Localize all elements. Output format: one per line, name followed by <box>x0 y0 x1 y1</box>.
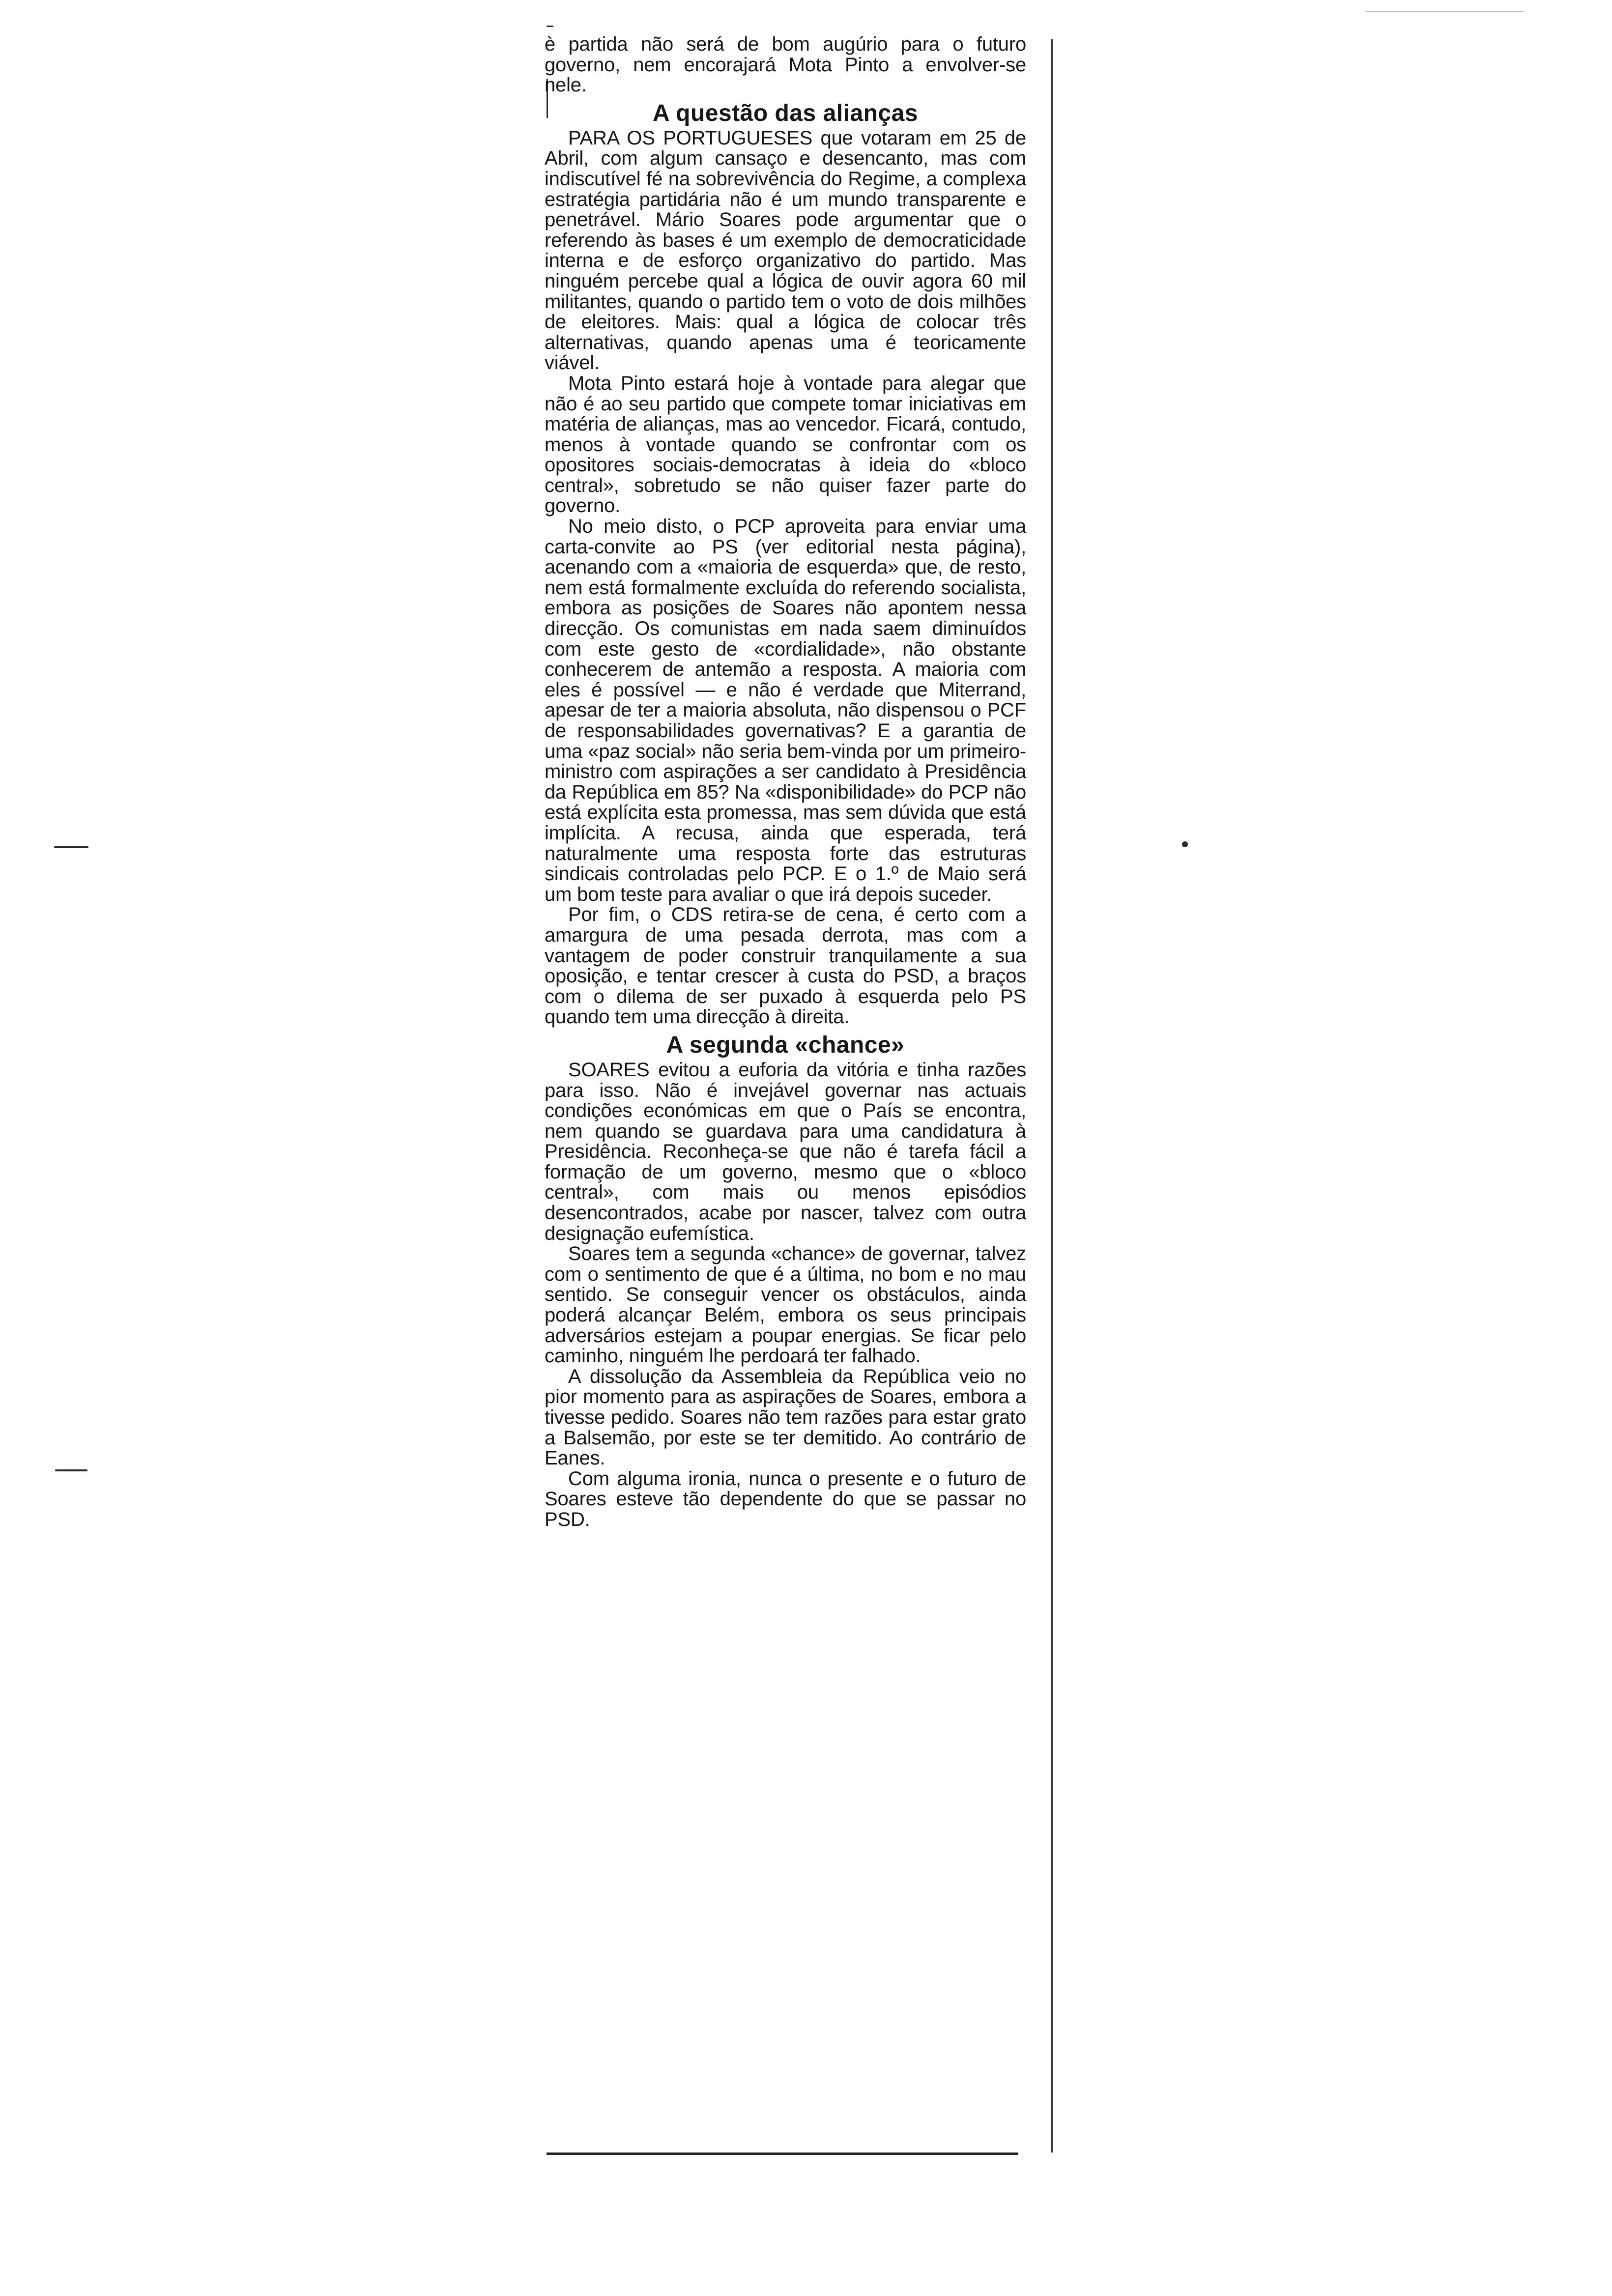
newspaper-column <box>545 34 1026 1530</box>
paragraph: SOARES evitou a euforia da vitória e tinha razões para isso. Não é invejável governar nas actuais condições económicas em que o País se encontra, nem quando se guardava para uma candidatura à Presidência. Reconheça-se que não é tarefa fácil a formação de um governo, mesmo que o «bloco central», com mais ou menos episódios desencontrados, acabe por nascer, talvez com outra designação eufemística. <box>545 1059 1026 1244</box>
section-heading-alliances: A questão das alianças <box>652 100 919 126</box>
section-second-chance <box>545 1033 1026 1530</box>
scan-mark-top-left-corner <box>547 26 553 27</box>
scan-mark-left-dash-2 <box>55 1469 87 1471</box>
section-heading-second-chance: A segunda «chance» <box>666 1032 905 1058</box>
paragraph: Por fim, o CDS retira-se de cena, é certo com a amargura de uma pesada derrota, mas com a vantagem de poder construir tranquilamente a sua oposição, e tentar crescer à custa do PSD, a braços com o dilema de ser puxado à esquerda pelo PS quando tem uma direcção à direita. <box>545 904 1026 1028</box>
scan-mark-left-dash-1 <box>54 846 88 848</box>
section-alliances <box>545 101 1026 1028</box>
column-rule-right <box>1051 39 1053 2152</box>
column-end-rule <box>547 2152 1018 2155</box>
paragraph: Mota Pinto estará hoje à vontade para alegar que não é ao seu partido que compete tomar iniciativas em matéria de alianças, mas ao vencedor. Ficará, contudo, menos à vontade quando se confrontar com os opositores sociais-democratas à ideia do «bloco central», sobretudo se não quiser fazer parte do governo. <box>545 372 1026 517</box>
paragraph: Soares tem a segunda «chance» de governar, talvez com o sentimento de que é a última, no bom e no mau sentido. Se conseguir vencer os obstáculos, ainda poderá alcançar Belém, embora os seus principais adversários estejam a poupar energias. Se ficar pelo caminho, ninguém lhe perdoará ter falhado. <box>545 1243 1026 1367</box>
paragraph: A dissolução da Assembleia da República veio no pior momento para as aspirações de Soares, embora a tivesse pedido. Soares não tem razões para estar grato a Balsemão, por este se ter demitido. Ao contrário de Eanes. <box>545 1365 1026 1469</box>
paragraph: PARA OS PORTUGUESES que votaram em 25 de Abril, com algum cansaço e desencanto, mas com indiscutível fé na sobrevivência do Regime, a complexa estratégia partidária não é um mundo transparente e penetrável. Mário Soares pode argumentar que o referendo às bases é um exemplo de democraticidade interna e de esforço organizativo do partido. Mas ninguém percebe qual a lógica de ouvir agora 60 mil militantes, quando o partido tem o voto de dois milhões de eleitores. Mais: qual a lógica de colocar três alternativas, quando apenas uma é teoricamente viável. <box>545 127 1026 374</box>
scan-mark-top-rule <box>1366 11 1524 12</box>
paragraph: Com alguma ironia, nunca o presente e o futuro de Soares esteve tão dependente do que se passar no PSD. <box>545 1467 1026 1530</box>
opening-fragment: è partida não será de bom augúrio para o futuro governo, nem encorajará Mota Pinto a envolver-se nele. <box>545 33 1026 96</box>
scan-mark-dot <box>1182 841 1188 847</box>
paragraph: No meio disto, o PCP aproveita para enviar uma carta-convite ao PS (ver editorial nesta página), acenando com a «maioria de esquerda» que, de resto, nem está formalmente excluída do referendo socialista, embora as posições de Soares não apontem nessa direcção. Os comunistas em nada saem diminuídos com este gesto de «cordialidade», não obstante conhecerem de antemão a resposta. A maioria com eles é possível — e não é verdade que Miterrand, apesar de ter a maioria absoluta, não dispensou o PCF de responsabilidades governativas? E a garantia de uma «paz social» não seria bem-vinda por um primeiro-ministro com aspirações a ser candidato à Presidência da República em 85? Na «disponibilidade» do PCP não está explícita esta promessa, mas sem dúvida que está implícita. A recusa, ainda que esperada, terá naturalmente uma resposta forte das estruturas sindicais controladas pelo PCP. E o 1.º de Maio será um bom teste para avaliar o que irá depois suceder. <box>545 516 1026 905</box>
